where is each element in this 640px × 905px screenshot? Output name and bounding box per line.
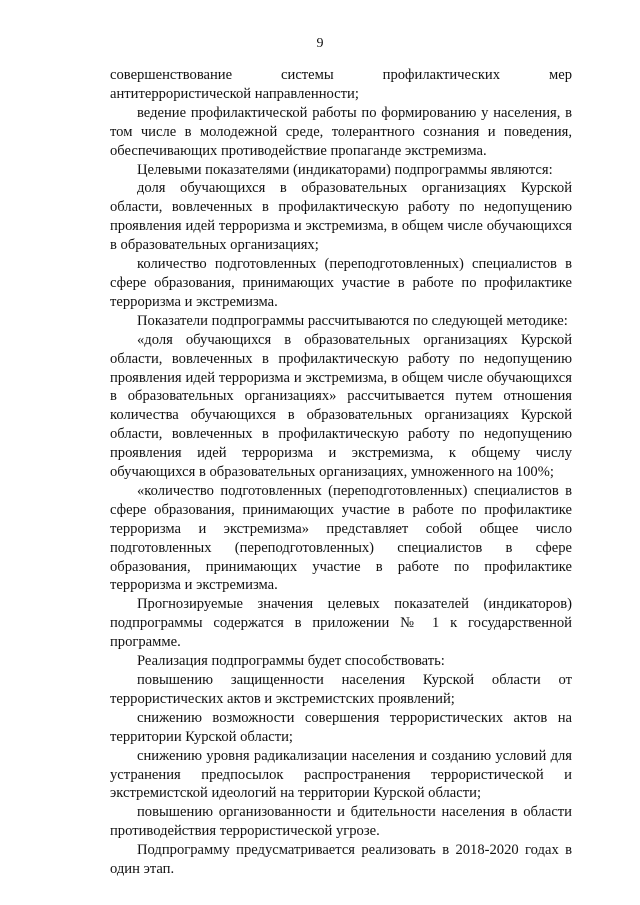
- page-number: 9: [316, 36, 324, 51]
- paragraph-9: Прогнозируемые значения целевых показателей (индикаторов) подпрограммы содержатся в приложении № 1 к государственной программе.: [110, 596, 572, 651]
- document-body: [110, 66, 572, 879]
- paragraph-5: количество подготовленных (переподготовленных) специалистов в сфере образования, принимающих участие в работе по профилактике терроризма и экстремизма.: [110, 256, 572, 310]
- paragraph-6: Показатели подпрограммы рассчитываются по следующей методике:: [137, 312, 568, 329]
- paragraph-15: Подпрограмму предусматривается реализовать в 2018-2020 годах в один этап.: [110, 842, 572, 878]
- paragraph-1: совершенствование системы профилактических мер антитеррористической направленности;: [110, 67, 572, 102]
- paragraph-12: снижению возможности совершения террористических актов на территории Курской области;: [110, 709, 572, 745]
- paragraph-7: «доля обучающихся в образовательных организациях Курской области, вовлеченных в профилактическую работу по недопущению проявления идей терроризма и экстремизма, в общем числе обучающихся в образовательных организациях» рассчитывается путем отношения количества обучающихся в образовательных организациях Курской области, вовлеченных в профилактическую работу по недопущению проявления идей терроризма и экстремизма, к общему числу обучающихся в образовательных организациях, умноженного на 100%;: [110, 331, 572, 481]
- paragraph-10: Реализация подпрограммы будет способствовать:: [137, 653, 445, 670]
- paragraph-2: ведение профилактической работы по формированию у населения, в том числе в молодежной среде, толерантного сознания и поведения, обеспечивающих противодействие пропаганде экстремизма.: [110, 104, 572, 159]
- paragraph-8: «количество подготовленных (переподготовленных) специалистов в сфере образования, принимающих участие в работе по профилактике терроризма и экстремизма» представляет собой общее число подготовленных (переподготовленных) специалистов в сфере образования, принимающих участие в работе по профилактике терроризма и экстремизма.: [110, 482, 572, 594]
- paragraph-14: повышению организованности и бдительности населения в области противодействия террористической угрозе.: [110, 804, 572, 840]
- paragraph-3: Целевыми показателями (индикаторами) подпрограммы являются:: [137, 161, 553, 178]
- paragraph-13: снижению уровня радикализации населения и созданию условий для устранения предпосылок распространения террористической и экстремистской идеологий на территории Курской области;: [110, 747, 572, 802]
- paragraph-4: доля обучающихся в образовательных организациях Курской области, вовлеченных в профилактическую работу по недопущению проявления идей терроризма и экстремизма, в общем числе обучающихся в образовательных организациях;: [110, 180, 572, 254]
- paragraph-11: повышению защищенности населения Курской области от террористических актов и экстремистских проявлений;: [110, 672, 572, 707]
